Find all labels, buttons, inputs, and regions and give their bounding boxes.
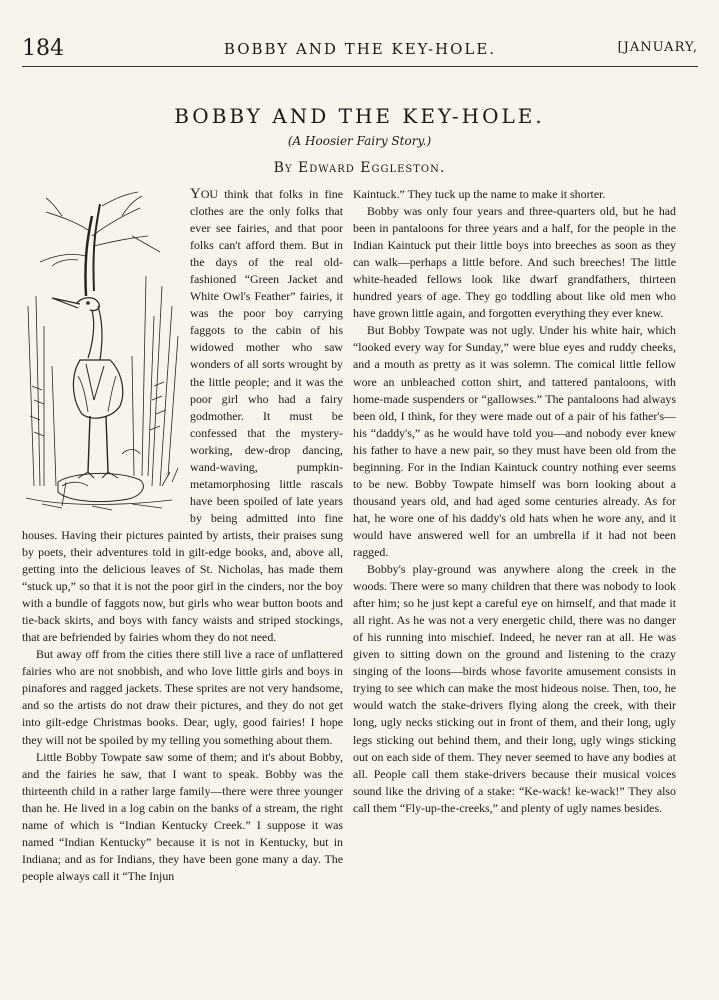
paragraph: Bobby's play-ground was anywhere along the creek in the woods. There were so many children that there was nobody to look after him; so he just kept a careful eye on himself, and that made it all right. As he was not a very energetic child, there was no danger of his running into mischief. Indeed, he never ran at all. He was given to sitting down on the ground and listening to the crazy singing of the loons—birds whose favorite amusement consists in trying to see which can make the most hideous noise. Then, too, he would watch the stake-drivers flying along the creek, with their long, ugly necks sticking out in front of them, and their long, ugly legs sticking out behind them, and their long, ugly wings sticking out on each side of them. They never seemed to have any bodies at all. People call them stake-drivers because their musical voices sound like the driving of a stake: “Ke-wack! ke-wack!” They also call them “Fly-up-the-creeks,” and plenty of ugly names besides. [353, 562, 676, 815]
article-subtitle: (A Hoosier Fairy Story.) [287, 134, 432, 148]
article-byline: By Edward Eggleston. [273, 160, 446, 176]
paragraph: Bobby was only four years and three-quarters old, but he had been in pantaloons for three years and a half, for the people in the Indian Kaintuck put their little boys into breeches as soon as they can walk—perhaps a little before. And such breeches! The little white-headed fellows look like dwarf grandfathers, thirteen hundred years of age. They go toddling about like old men who have grown little again, and forgotten everything they ever knew. [353, 204, 676, 321]
article-title: BOBBY AND THE KEY-HOLE. [174, 104, 545, 128]
left-column [22, 186, 343, 885]
right-column [353, 186, 676, 817]
running-header [22, 36, 698, 67]
paragraph: Little Bobby Towpate saw some of them; and it's about Bobby, and the fairies he saw, that I want to speak. Bobby was the thirteenth child in a rather large family—there were three younger than he. He lived in a log cabin on the banks of a stream, the right name of which is “Indian Kentucky Creek.” I suppose it was named “Indian Kentucky” because it is not in Kentucky, but in Indiana; and as for Indians, they have been gone many a day. The people always call it “The Injun [22, 749, 343, 883]
paragraph: YOU think that folks in fine clothes are the only folks that ever see fairies, and that poor folks can't afford them. But in the days of the real old-fashioned “Green Jacket and White Owl's Feather” fairies, it was the poor boy carrying faggots to the cabin of his widowed mother who saw wonders of all sorts wrought by the little people; and it was the poor girl who had a fairy godmother. It must be confessed that the mystery-working, dew-drop dancing, wand-waving, pumpkin-metamorphosing little rascals have been spoiled of late years by being admitted into fine houses. Having their pictures painted by artists, their praises sung by poets, their adventures told in gilt-edge books, and, above all, getting into the delicious leaves of St. Nicholas, has made them “stuck up,” so that it is not the poor girl in the cinders, nor the boy with a bundle of faggots now, but girls who wear button boots and tie-back skirts, and boys with fancy waists and striped stockings, that are befriended by fairies whom they do not need. [22, 186, 343, 645]
paragraph: Kaintuck.” They tuck up the name to make it shorter. [353, 187, 606, 201]
heron-engraving-icon [22, 186, 184, 511]
paragraph: But Bobby Towpate was not ugly. Under his white hair, which “looked every way for Sunday,” were blue eyes and ruddy cheeks, and a mouth as pretty as it was solemn. The comical little fellow wore an unbleached cotton shirt, and tattered pantaloons, with home-made suspenders or “gallowses.” The pantaloons had always been old, I think, for they were made out of a pair of his father's—his “daddy's,” as he would have told you—and nobody ever knew his father to have a new pair, so they must have been old from the beginning. For in the Indian Kaintuck country nothing ever seems to be new. Bobby Towpate himself was born looking about a thousand years old, and had aged some centuries already. As for hat, he wore one of his daddy's old hats when he wore any, and it would have answered well for an umbrella if it had not been ragged. [353, 323, 676, 559]
article-heading [0, 104, 719, 176]
paragraph: But away off from the cities there still live a race of unflattered fairies who are not snobbish, and who love little girls and boys in pinafores and ragged jackets. These sprites are not very handsome, and so the artists do not draw their pictures, and they do not get into gilt-edge Christmas books. Dear, ugly, good fairies! I hope they will not be spoiled by my telling you something about them. [22, 647, 343, 747]
running-title: BOBBY AND THE KEY-HOLE. [223, 40, 497, 58]
page-number: 184 [22, 36, 64, 61]
drop-cap-initial: Y [190, 186, 201, 202]
issue-month: [JANUARY, [617, 40, 698, 55]
